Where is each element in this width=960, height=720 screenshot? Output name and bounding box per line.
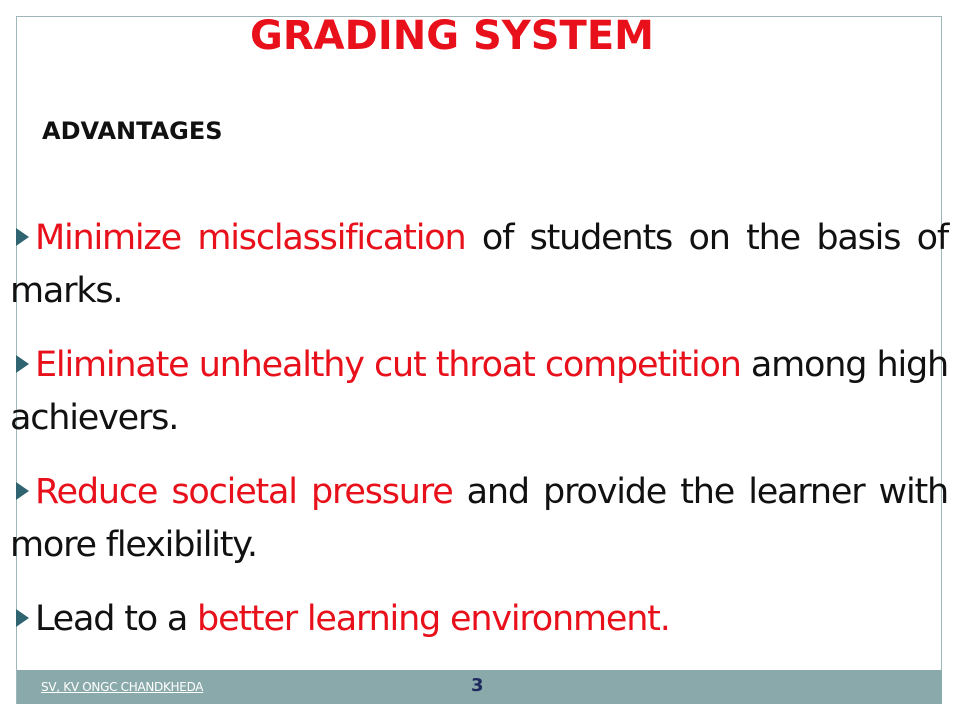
slide-subtitle: ADVANTAGES bbox=[42, 117, 223, 145]
footer-bar bbox=[17, 670, 942, 704]
arrow-bullet-icon bbox=[16, 355, 29, 373]
arrow-bullet-icon bbox=[16, 228, 29, 246]
page-number: 3 bbox=[471, 675, 484, 696]
bullet-highlight: Reduce societal pressure bbox=[35, 472, 453, 512]
bullet-highlight: Minimize misclassification bbox=[35, 218, 466, 258]
bullet-text: and provide the learner with more flexibility. bbox=[10, 472, 948, 565]
arrow-bullet-icon bbox=[16, 609, 29, 627]
bullet-text: of students on the basis of marks. bbox=[10, 218, 948, 311]
list-item bbox=[10, 339, 948, 445]
list-item bbox=[10, 466, 948, 572]
slide-title: GRADING SYSTEM bbox=[250, 13, 654, 59]
bullet-highlight: Eliminate unhealthy cut throat competition bbox=[35, 345, 741, 385]
list-item bbox=[10, 593, 948, 646]
advantages-list bbox=[10, 212, 948, 667]
footer-school-text: SV, KV ONGC CHANDKHEDA bbox=[41, 680, 204, 694]
bullet-prefix: Lead to a bbox=[35, 599, 198, 639]
bullet-highlight: better learning environment. bbox=[197, 599, 670, 639]
list-item bbox=[10, 212, 948, 318]
bullet-text: among high achievers. bbox=[10, 345, 948, 438]
arrow-bullet-icon bbox=[16, 482, 29, 500]
